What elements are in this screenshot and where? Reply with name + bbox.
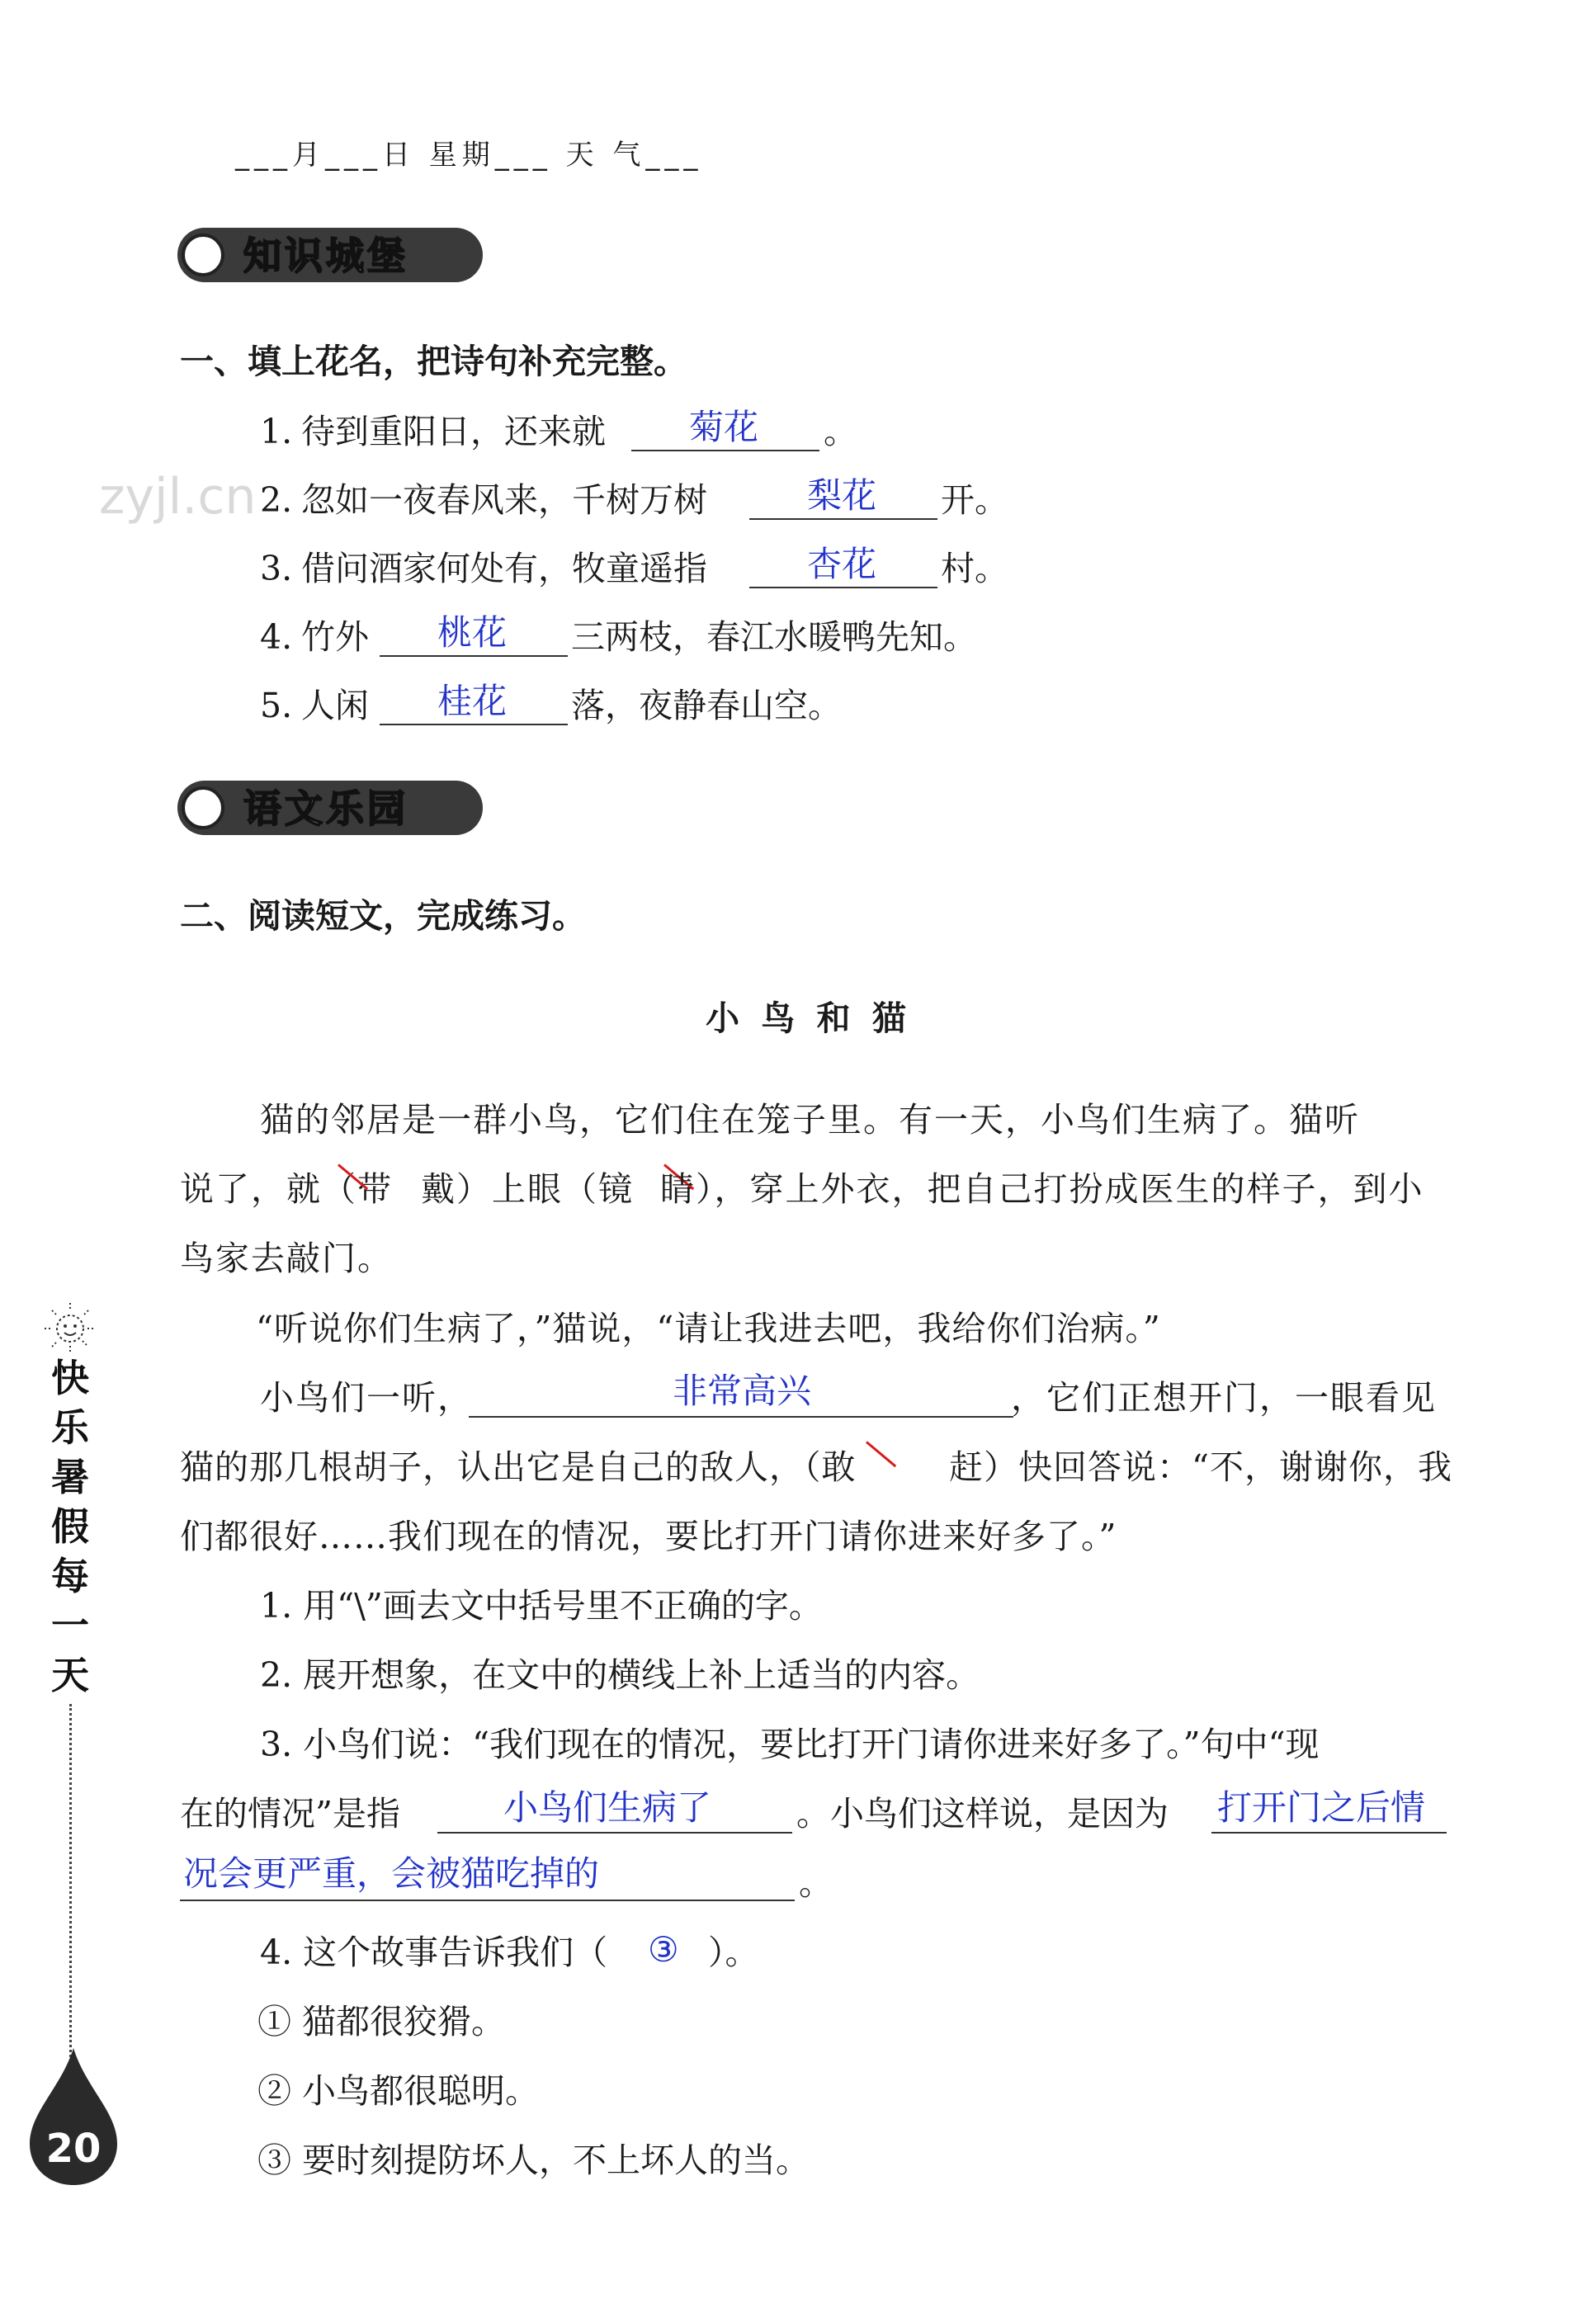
- q1-item-3-blank: [749, 587, 937, 588]
- section-title-chinese: 语文乐园: [243, 786, 408, 831]
- sidebar-char: 乐: [51, 1405, 89, 1450]
- sidebar-char: 快: [51, 1356, 89, 1400]
- q1-item-3-number: 3.: [260, 549, 293, 588]
- sun-icon: [41, 1300, 99, 1357]
- page-number: 20: [45, 2126, 102, 2172]
- sidebar-dotted-line: [69, 1704, 72, 2067]
- q1-item-2-blank: [749, 518, 937, 520]
- q2-sub3-end: 。: [799, 1863, 833, 1903]
- story-p2: “听说你们生病了，”猫说，“请让我进去吧，我给你们治病。”: [256, 1309, 1161, 1348]
- q2-option-1: ① 猫都很狡猾。: [257, 2002, 506, 2041]
- q1-item-5-text-after: 落，夜静春山空。: [571, 686, 842, 725]
- sidebar-vertical-title: [45, 1353, 95, 1700]
- castle-icon: [182, 234, 224, 276]
- q1-item-4-blank: [380, 655, 568, 657]
- q1-item-4-answer: 桃花: [437, 612, 508, 653]
- q1-item-2-answer: 梨花: [807, 475, 877, 516]
- q1-item-2-text-after: 开。: [941, 480, 1008, 520]
- q2-option-2: ② 小鸟都很聪明。: [257, 2071, 540, 2111]
- book-icon: [182, 786, 224, 829]
- q2-sub3-line2a: 在的情况”是指: [180, 1794, 400, 1834]
- q2-option-3: ③ 要时刻提防坏人，不上坏人的当。: [257, 2140, 810, 2180]
- story-p3-line1a: 小鸟们一听，: [260, 1378, 473, 1418]
- section-title-knowledge: 知识城堡: [243, 234, 408, 278]
- q1-item-2-text-before: 忽如一夜春风来，千树万树: [301, 480, 707, 520]
- date-weather-line: ___月___日 星期___ 天 气___: [235, 139, 703, 172]
- story-p1-line2c: 睛），穿上外衣，把自己打扮成医生的样子，到小: [660, 1169, 1424, 1209]
- q1-item-2-number: 2.: [260, 480, 293, 520]
- sidebar-char: 天: [51, 1653, 89, 1697]
- q2-sub3-line2b: 。小鸟们这样说，是因为: [796, 1794, 1169, 1834]
- story-p3-answer: 非常高兴: [673, 1371, 812, 1411]
- story-p1-line2b: 戴）上眼（镜: [421, 1169, 634, 1209]
- q2-sub3-line1: 3. 小鸟们说：“我们现在的情况，要比打开门请你进来好多了。”句中“现: [260, 1725, 1320, 1764]
- q2-sub4-b: ）。: [708, 1933, 759, 1972]
- q1-item-1-text-after: 。: [824, 412, 857, 451]
- story-p3-line1b: ，它们正想开门，一眼看见: [1011, 1378, 1437, 1418]
- sidebar-char: 暑: [51, 1455, 89, 1499]
- story-p3-line3: 们都很好……我们现在的情况，要比打开门请你进来好多了。”: [180, 1517, 1117, 1556]
- q1-item-5-number: 5.: [260, 686, 293, 725]
- story-title: 小 鸟 和 猫: [706, 998, 911, 1038]
- sidebar-char: 一: [51, 1603, 89, 1648]
- sidebar-char: 每: [51, 1554, 89, 1598]
- q1-item-1-answer: 菊花: [689, 407, 759, 447]
- q1-item-4-text-after: 三两枝，春江水暖鸭先知。: [571, 617, 977, 657]
- q1-item-5-blank: [380, 724, 568, 725]
- q1-item-3-answer: 杏花: [807, 544, 877, 584]
- story-p1-line3: 鸟家去敲门。: [180, 1239, 393, 1278]
- story-p3-blank: [469, 1416, 1013, 1418]
- q1-item-4-text-before: 竹外: [301, 617, 369, 657]
- q2-sub3-answer2a: 打开门之后情: [1217, 1787, 1426, 1828]
- q2-sub3-answer2b: 况会更严重，会被猫吃掉的: [183, 1853, 600, 1894]
- q2-sub4-a: 4. 这个故事告诉我们（: [260, 1933, 608, 1972]
- sidebar-char: 假: [51, 1504, 89, 1549]
- q2-sub2: 2. 展开想象，在文中的横线上补上适当的内容。: [260, 1655, 980, 1695]
- q1-item-1-text-before: 待到重阳日，还来就: [301, 412, 606, 451]
- story-p3-line2a: 猫的那几根胡子，认出它是自己的敌人，（敢: [180, 1447, 857, 1487]
- q2-sub1: 1. 用“\”画去文中括号里不正确的字。: [260, 1586, 823, 1626]
- correction-slash-gan: [866, 1441, 896, 1467]
- q1-item-3-text-before: 借问酒家何处有，牧童遥指: [301, 549, 707, 588]
- story-p1-line2a: 说了，就（带: [180, 1169, 393, 1209]
- q1-item-5-text-before: 人闲: [301, 686, 369, 725]
- q1-item-3-text-after: 村。: [941, 549, 1008, 588]
- story-p1-line1: 猫的邻居是一群小鸟，它们住在笼子里。有一天，小鸟们生病了。猫听: [260, 1100, 1360, 1140]
- q1-item-5-answer: 桂花: [437, 681, 508, 721]
- q2-sub4-answer: ③: [648, 1929, 679, 1970]
- q2-sub3-blank1: [437, 1832, 792, 1834]
- q1-item-4-number: 4.: [260, 617, 293, 657]
- story-p3-line2b: 赶）快回答说：“不，谢谢你，我: [949, 1447, 1452, 1487]
- q1-item-1-number: 1.: [260, 412, 293, 451]
- q1-item-1-blank: [631, 450, 819, 451]
- q2-sub3-blank2a: [1211, 1832, 1447, 1834]
- q2-heading: 二、阅读短文，完成练习。: [180, 896, 586, 936]
- q2-sub3-blank2b: [180, 1900, 795, 1901]
- q1-heading: 一、填上花名，把诗句补充完整。: [180, 342, 687, 381]
- q2-sub3-answer1: 小鸟们生病了: [503, 1787, 712, 1828]
- watermark: zyjl.cn: [99, 468, 257, 526]
